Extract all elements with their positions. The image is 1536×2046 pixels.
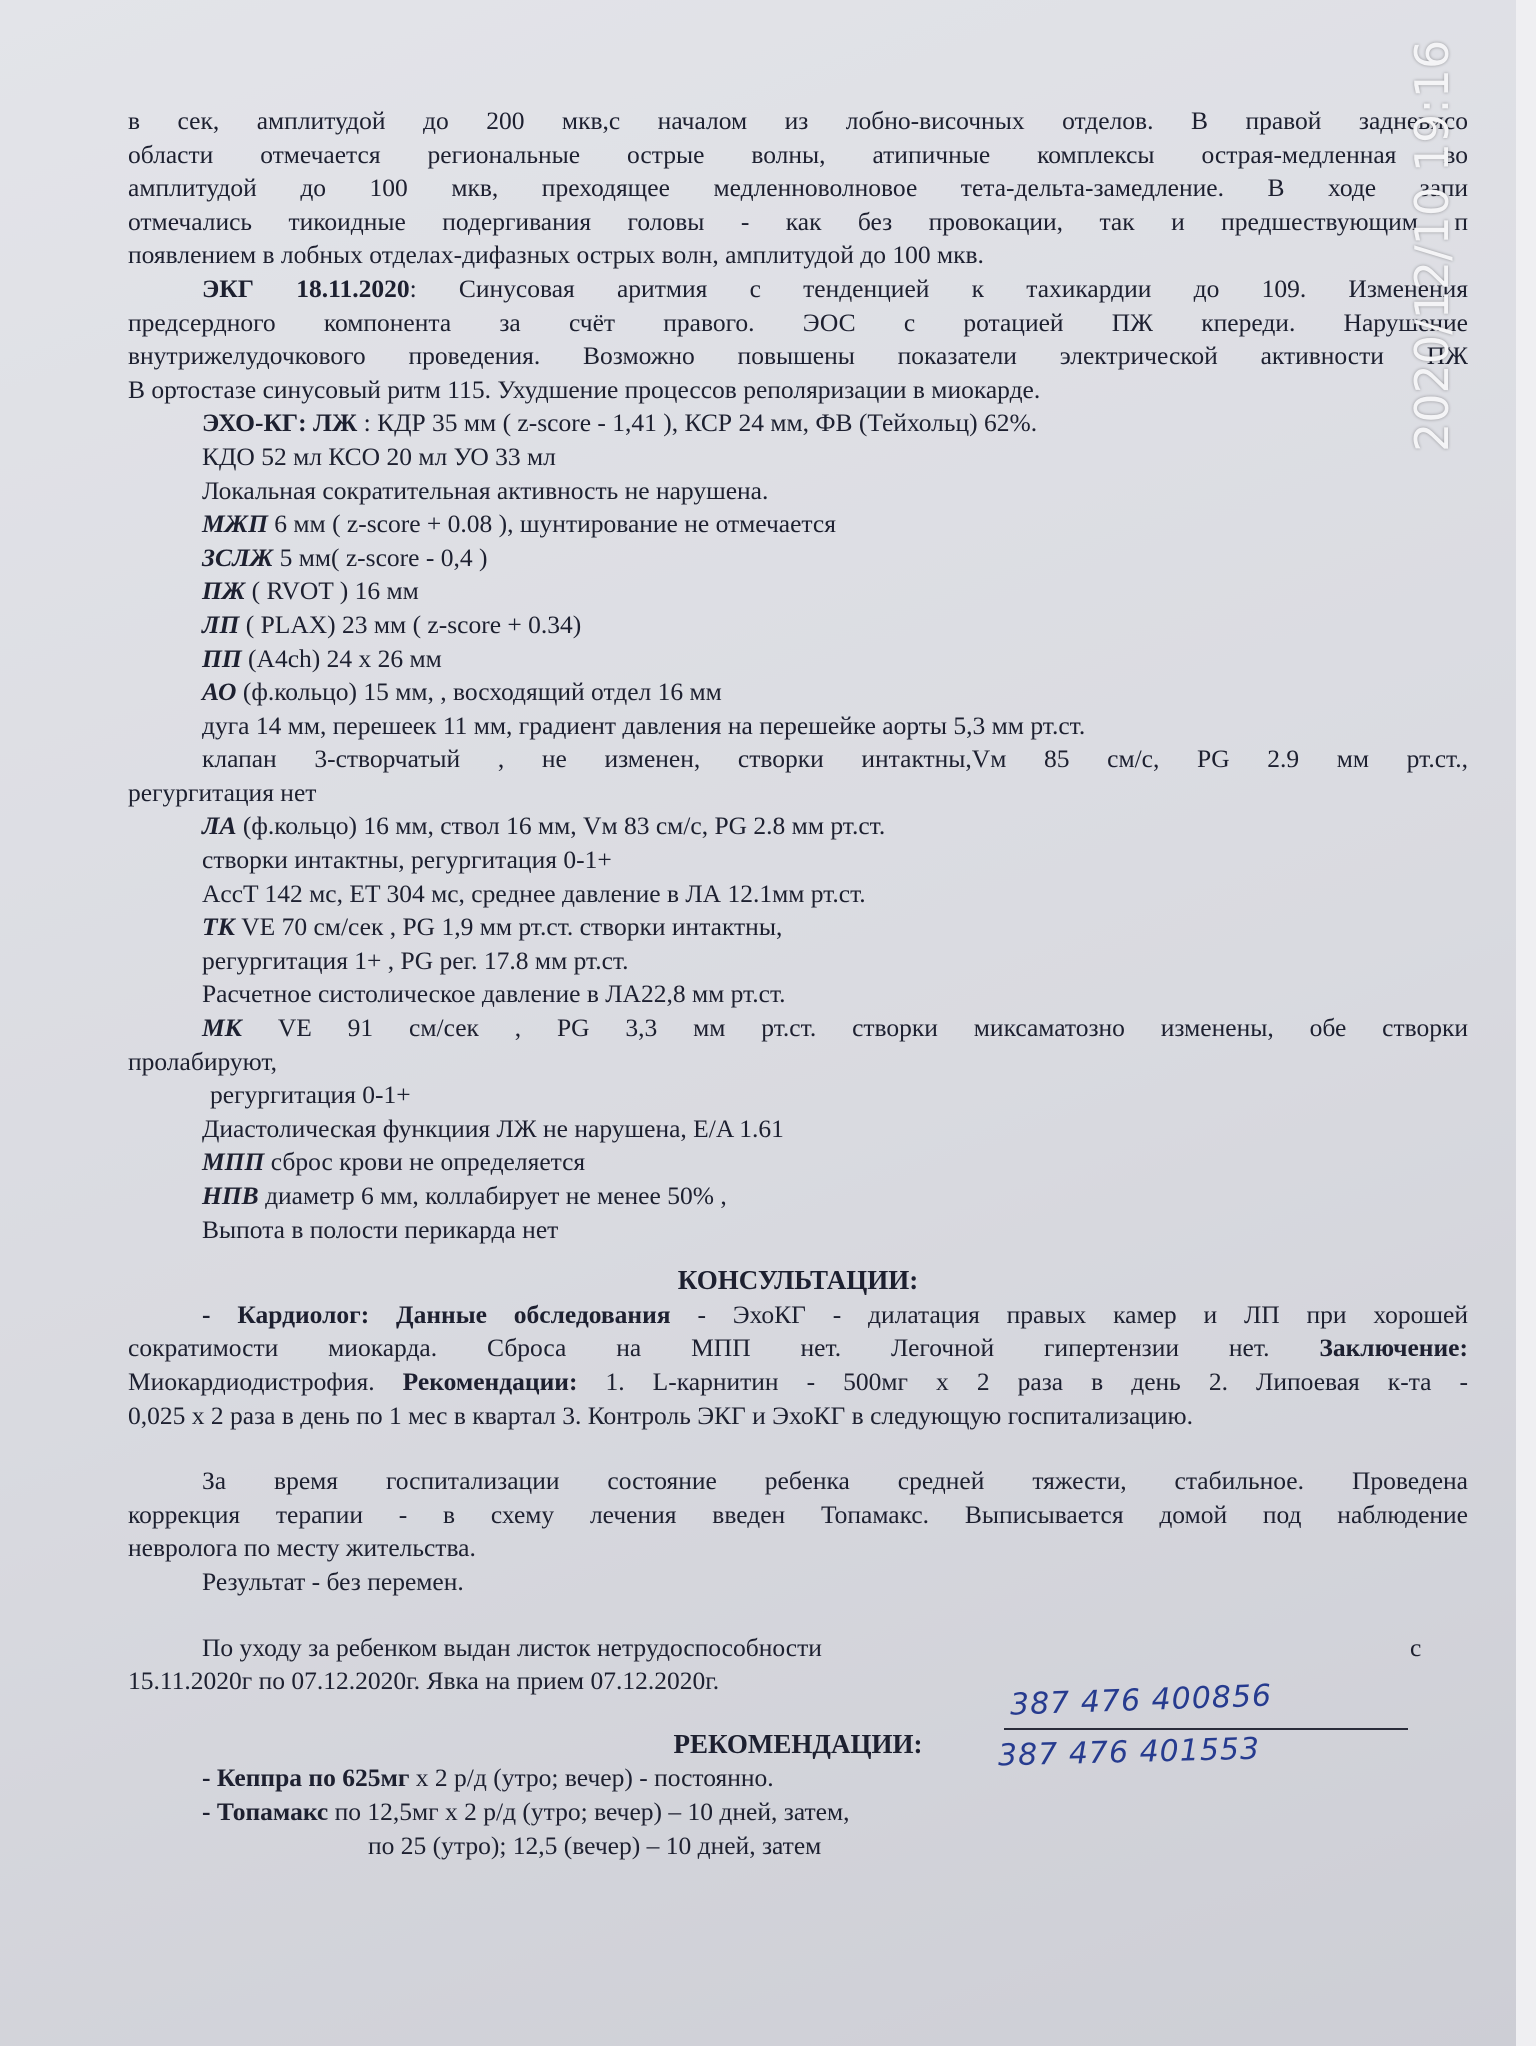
echo-ivs: МЖП 6 мм ( z-score + 0.08 ), шунтирование не отмечается	[202, 509, 836, 539]
topamax-line: - Топамакс по 12,5мг х 2 р/д (утро; вечер) – 10 дней, затем,	[202, 1796, 850, 1826]
echo-tv-regurg: регургитация 1+ , PG рег. 17.8 мм рт.ст.	[202, 945, 629, 975]
consult-line: Миокардиодистрофия. Рекомендации: 1. L-карнитин - 500мг х 2 раза в день 2. Липоевая к-та -	[128, 1366, 1468, 1396]
handwritten-number-2: 387 476 401553	[997, 1731, 1261, 1774]
ecg-line: предсердного компонента за счёт правого. ЭОС с ротацией ПЖ кпереди. Нарушение	[128, 307, 1468, 337]
background-strip	[1516, 0, 1536, 2046]
photo-timestamp: 2020/12/10 19:16	[1405, 40, 1459, 453]
handwritten-number-1: 387 476 400856	[1009, 1678, 1273, 1723]
echo-ao-arch: дуга 14 мм, перешеек 11 мм, градиент давления на перешейке аорты 5,3 мм рт.ст.	[202, 710, 1086, 740]
recommendations-label: Рекомендации:	[402, 1366, 578, 1396]
eeg-line: амплитудой до 100 мкв, преходящее медленноволновое тета-дельта-замедление. В ходе запи	[128, 173, 1468, 203]
echo-tv: ТК VE 70 см/сек , PG 1,9 мм рт.ст. створки интактны,	[202, 912, 783, 942]
dates-line: 15.11.2020г по 07.12.2020г. Явка на прием 07.12.2020г.	[128, 1666, 720, 1696]
eeg-line: появлением в лобных отделах-дифазных острых волн, амплитудой до 100 мкв.	[128, 240, 984, 270]
echo-ao: АО (ф.кольцо) 15 мм, , восходящий отдел 16 мм	[202, 677, 722, 707]
echo-volumes: КДО 52 мл КСО 20 мл УО 33 мл	[202, 441, 556, 471]
echo-mv-regurg: регургитация 0-1+	[210, 1080, 411, 1110]
echo-pa-acct: AccT 142 мс, ET 304 мс, среднее давление в ЛА 12.1мм рт.ст.	[202, 878, 866, 908]
echo-label: ЭХО-КГ: ЛЖ	[202, 408, 358, 438]
summary-line: невролога по месту жительства.	[128, 1533, 476, 1563]
echo-ra: ПП (A4ch) 24 х 26 мм	[202, 643, 442, 673]
echo-diastolic: Диастолическая функциия ЛЖ не нарушена, E/A 1.61	[202, 1113, 784, 1143]
echo-tv-sys: Расчетное систолическое давление в ЛА22,8 мм рт.ст.	[202, 979, 786, 1009]
summary-line: коррекция терапии - в схему лечения введен Топамакс. Выписывается домой под наблюдение	[128, 1499, 1468, 1529]
eeg-line: в сек, амплитудой до 200 мкв,с началом из лобно-височных отделов. В правой задневисо	[128, 106, 1468, 135]
recommendations-heading: РЕКОМЕНДАЦИИ:	[673, 1728, 923, 1759]
consult-line: сократимости миокарда. Сброса на МПП нет. Легочной гипертензии нет. Заключение:	[128, 1333, 1468, 1363]
echo-pericard: Выпота в полости перикарда нет	[202, 1214, 559, 1244]
consult-heading: КОНСУЛЬТАЦИИ:	[677, 1265, 919, 1296]
echo-asd: МПП сброс крови не определяется	[202, 1147, 586, 1177]
echo-local: Локальная сократительная активность не нарушена.	[202, 475, 769, 505]
cardiologist-label: Кардиолог: Данные обследования	[237, 1299, 671, 1329]
ecg-line: внутрижелудочкового проведения. Возможно повышены показатели электрической активности ПЖ	[128, 341, 1468, 371]
consult-line: 0,025 х 2 раза в день по 1 мес в квартал 3. Контроль ЭКГ и ЭхоКГ в следующую госпитализацию.	[128, 1400, 1193, 1430]
ecg-label: ЭКГ 18.11.2020	[202, 273, 410, 303]
echo-ivc: НПВ диаметр 6 мм, коллабирует не менее 50% ,	[202, 1181, 727, 1210]
summary-line: За время госпитализации состояние ребенка средней тяжести, стабильное. Проведена	[202, 1466, 1468, 1496]
eeg-line: области отмечается региональные острые волны, атипичные комплексы острая-медленная во	[128, 139, 1468, 169]
echo-ao-valve: клапан 3-створчатый , не изменен, створки интактны,Vм 85 см/с, PG 2.9 мм рт.ст.,	[202, 744, 1468, 774]
conclusion-label: Заключение:	[1319, 1333, 1468, 1363]
echo-la: ЛП ( PLAX) 23 мм ( z-score + 0.34)	[202, 609, 582, 639]
echo-pa-leaflets: створки интактны, регургитация 0-1+	[202, 845, 612, 875]
medical-report-text	[128, 104, 1468, 1862]
topamax-line-2: по 25 (утро); 12,5 (вечер) – 10 дней, затем	[368, 1830, 822, 1860]
sick-leave-line: По уходу за ребенком выдан листок нетрудоспособности с	[202, 1632, 1422, 1662]
echo-pw: ЗСЛЖ 5 мм( z-score - 0,4 )	[202, 542, 488, 572]
ecg-line: ЭКГ 18.11.2020: Синусовая аритмия с тенденцией к тахикардии до 109. Изменения	[202, 273, 1468, 303]
echo-ao-regurg: регургитация нет	[128, 777, 317, 807]
echo-lv: ЭХО-КГ: ЛЖ : КДР 35 мм ( z-score - 1,41 ), КСР 24 мм, ФВ (Тейхольц) 62%.	[202, 408, 1038, 438]
echo-mv-prolapse: пролабируют,	[128, 1046, 277, 1076]
eeg-line: отмечались тикоидные подергивания головы - как без провокации, так и предшествующим п	[128, 206, 1468, 236]
sick-leave-underline	[1004, 1728, 1408, 1730]
keppra-line: - Кеппра по 625мг х 2 р/д (утро; вечер) - постоянно.	[202, 1763, 774, 1793]
ecg-line: В ортостазе синусовый ритм 115. Ухудшение процессов реполяризации в миокарде.	[128, 374, 1041, 404]
echo-pa: ЛА (ф.кольцо) 16 мм, ствол 16 мм, Vм 83 см/с, PG 2.8 мм рт.ст.	[202, 811, 886, 841]
echo-mv: МК VE 91 см/сек , PG 3,3 мм рт.ст. створки миксаматозно изменены, обе створки	[202, 1013, 1468, 1043]
result-line: Результат - без перемен.	[202, 1566, 464, 1596]
consult-line: - Кардиолог: Данные обследования - ЭхоКГ - дилатация правых камер и ЛП при хорошей	[202, 1299, 1468, 1329]
echo-rv: ПЖ ( RVOT ) 16 мм	[202, 576, 419, 606]
